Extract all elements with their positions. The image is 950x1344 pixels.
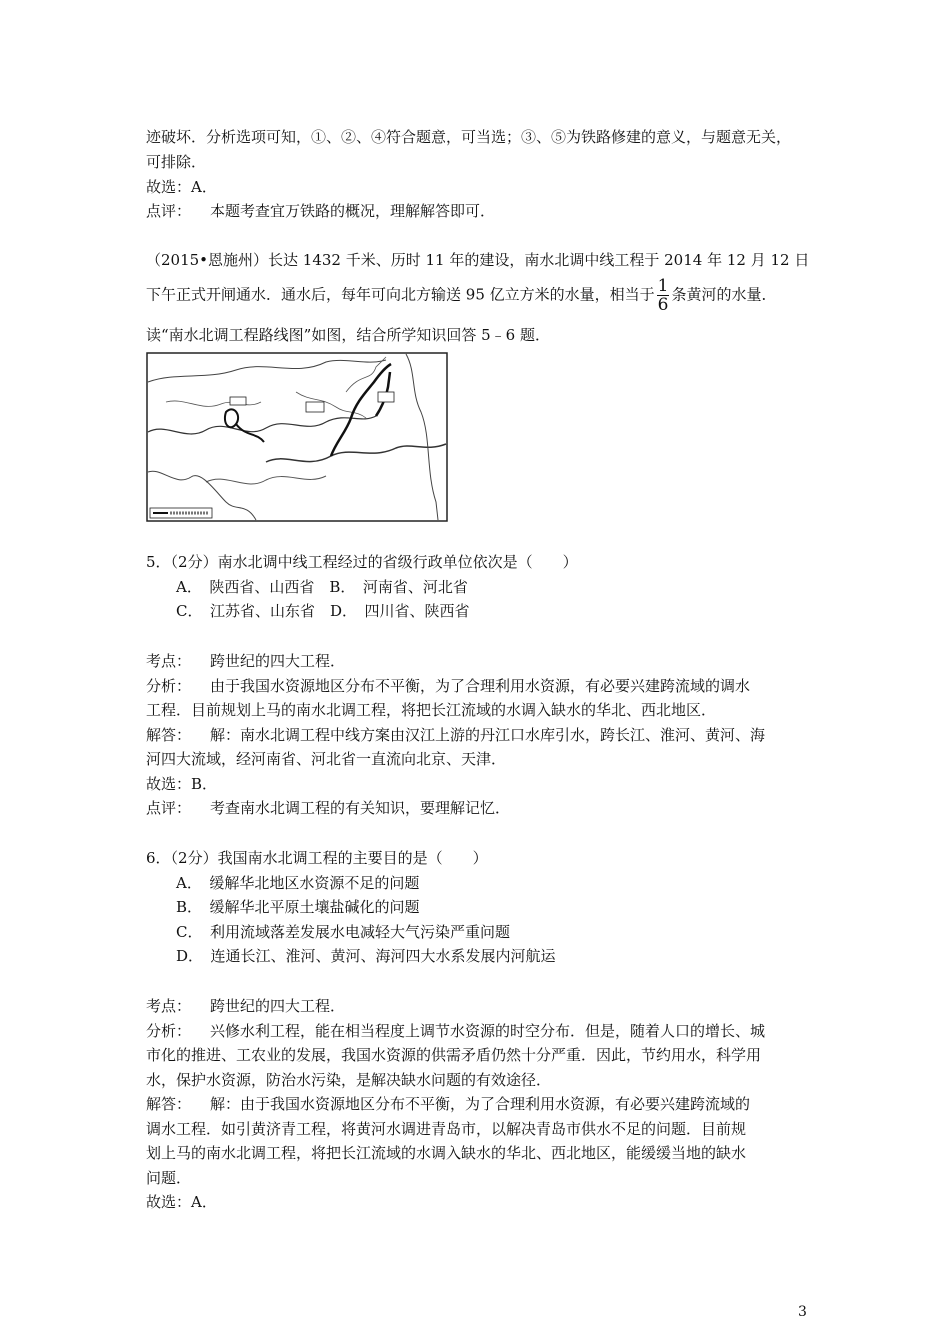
intro-line-3: 读“南水北调工程路线图”如图，结合所学知识回答 5﹣6 题． (146, 326, 550, 344)
review-text: 本题考查宜万铁路的概况，理解解答即可． (210, 202, 496, 220)
q6-fenxi-line-1 (146, 1021, 765, 1041)
fraction-denominator: 6 (657, 295, 669, 315)
jieda-text: 解：由于我国水资源地区分布不平衡，为了合理利用水资源，有必要兴建跨流域的 (210, 1095, 751, 1113)
q5-options-cd: C． 江苏省、山东省 D． 四川省、陕西省 (176, 602, 470, 620)
intro-line-2-a: 下午正式开闸通水．通水后，每年可向北方输送 95 亿立方米的水量，相当于 (146, 285, 655, 304)
fenxi-label: 分析： (146, 677, 192, 695)
intro-line-2-b: 条黄河的水量． (671, 285, 777, 304)
dianping-text: 考查南水北调工程的有关知识，要理解记忆． (210, 799, 511, 817)
q6-kaodian (146, 996, 345, 1016)
q5-jieda-line-2: 河四大流域，经河南省、河北省一直流向北京、天津． (146, 750, 507, 768)
south-north-water-diversion-map (146, 352, 448, 522)
kaodian-text: 跨世纪的四大工程． (210, 652, 346, 670)
analysis-continued-line-2: 可排除． (146, 153, 207, 171)
q5-kaodian (146, 651, 345, 671)
jieda-text: 解：南水北调工程中线方案由汉江上游的丹江口水库引水，跨长江、淮河、黄河、海 (210, 726, 766, 744)
q6-option-c: C． 利用流域落差发展水电减轻大气污染严重问题 (176, 923, 510, 941)
jieda-label: 解答： (146, 726, 192, 744)
jieda-label: 解答： (146, 1095, 192, 1113)
q6-jieda-line-2: 调水工程．如引黄济青工程，将黄河水调进青岛市，以解决青岛市供水不足的问题．目前规 (146, 1120, 747, 1138)
q6-option-b: B． 缓解华北平原土壤盐碱化的问题 (176, 898, 420, 916)
q6-jieda-line-1 (146, 1094, 750, 1114)
q5-dianping (146, 798, 510, 818)
q5-fenxi-line-1 (146, 676, 750, 696)
kaodian-text: 跨世纪的四大工程． (210, 997, 346, 1015)
kaodian-label: 考点： (146, 997, 192, 1015)
q6-jieda-line-3: 划上马的南水北调工程，将把长江流域的水调入缺水的华北、西北地区，能缓缓当地的缺水 (146, 1144, 747, 1162)
fraction-numerator: 1 (657, 276, 669, 296)
fenxi-text: 由于我国水资源地区分布不平衡，为了合理利用水资源，有必要兴建跨流域的调水 (210, 677, 751, 695)
q6-option-d: D． 连通长江、淮河、黄河、海河四大水系发展内河航运 (176, 947, 556, 965)
dianping-label: 点评： (146, 799, 192, 817)
q6-fenxi-line-2: 市化的推进、工农业的发展，我国水资源的供需矛盾仍然十分严重．因此，节约用水，科学用 (146, 1046, 762, 1064)
review-line (146, 201, 495, 221)
page-number: 3 (798, 1304, 807, 1320)
fenxi-label: 分析： (146, 1022, 192, 1040)
q5-stem: 5．（2分）南水北调中线工程经过的省级行政单位依次是（ ） (146, 553, 578, 571)
q5-answer: 故选：B． (146, 775, 218, 793)
one-sixth-fraction (657, 277, 670, 314)
analysis-continued-line-1: 迹破坏．分析选项可知，①、②、④符合题意，可当选；③、⑤为铁路修建的意义，与题意无关， (146, 128, 792, 146)
review-label: 点评： (146, 202, 192, 220)
q6-stem: 6．（2分）我国南水北调工程的主要目的是（ ） (146, 849, 488, 867)
q6-option-a: A． 缓解华北地区水资源不足的问题 (176, 874, 420, 892)
q6-jieda-line-4: 问题． (146, 1169, 192, 1187)
q5-options-ab: A． 陕西省、山西省 B． 河南省、河北省 (176, 578, 468, 596)
answer-line: 故选：A． (146, 178, 217, 196)
intro-line-1: （2015•恩施州）长达 1432 千米、历时 11 年的建设，南水北调中线工程于 2014 年 12 月 12 日 (146, 251, 810, 269)
q6-fenxi-line-3: 水，保护水资源，防治水污染，是解决缺水问题的有效途径． (146, 1071, 552, 1089)
fenxi-text: 兴修水利工程，能在相当程度上调节水资源的时空分布．但是，随着人口的增长、城 (210, 1022, 766, 1040)
q5-fenxi-line-2: 工程．目前规划上马的南水北调工程，将把长江流域的水调入缺水的华北、西北地区． (146, 701, 717, 719)
q5-jieda-line-1 (146, 725, 765, 745)
q6-answer: 故选：A． (146, 1193, 217, 1211)
kaodian-label: 考点： (146, 652, 192, 670)
intro-line-2 (146, 277, 776, 314)
